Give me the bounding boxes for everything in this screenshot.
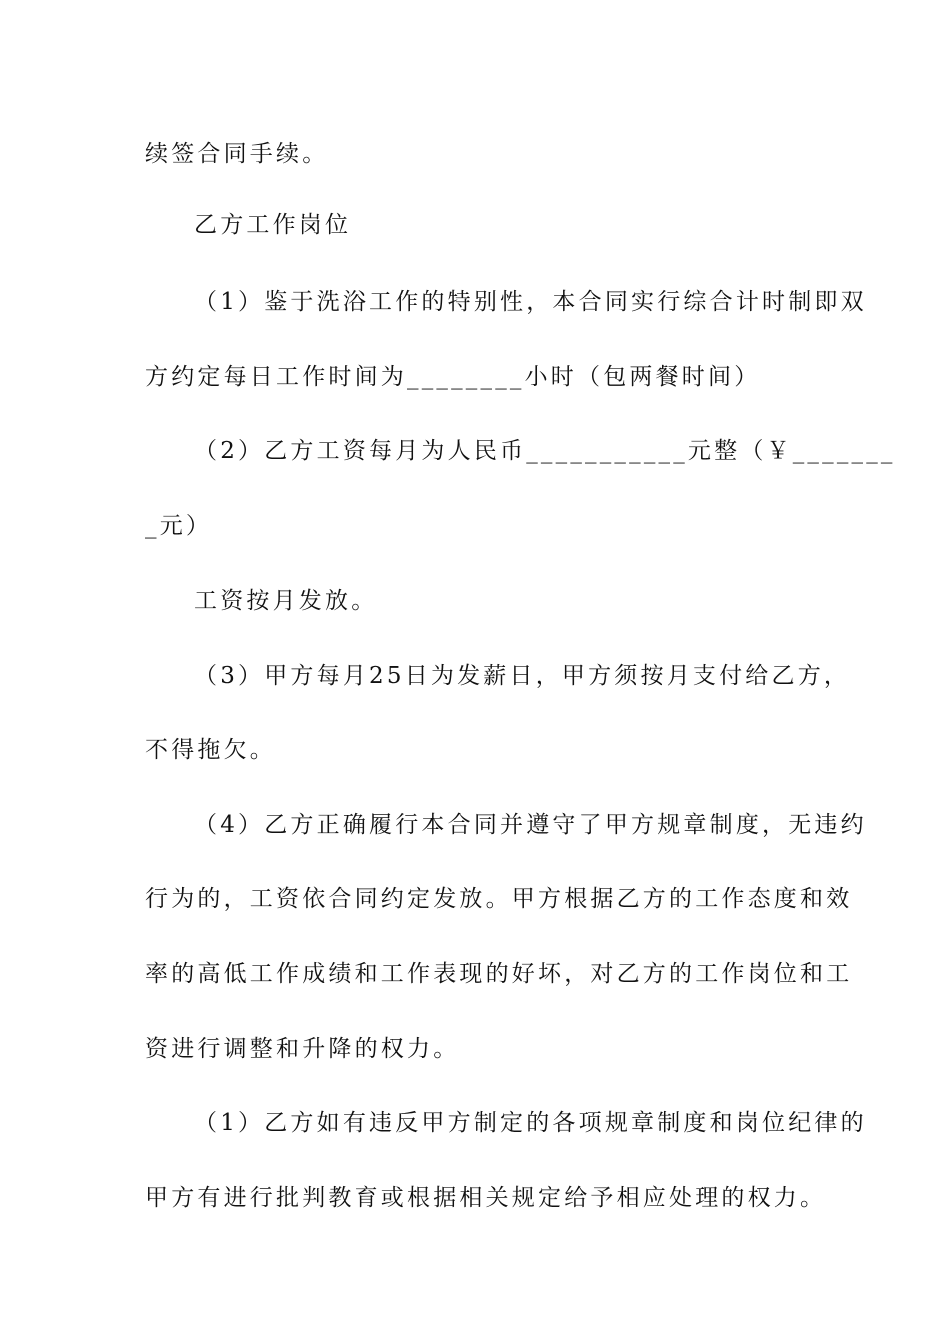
text-line: 方约定每日工作时间为________小时（包两餐时间）: [145, 364, 761, 390]
text-line: （4）乙方正确履行本合同并遵守了甲方规章制度，无违约: [194, 812, 867, 838]
text-line: 不得拖欠。: [145, 737, 276, 763]
text-line: （2）乙方工资每月为人民币___________元整（￥_______: [194, 438, 896, 464]
text-line: 资进行调整和升降的权力。: [145, 1036, 460, 1062]
text-line: 行为的，工资依合同约定发放。甲方根据乙方的工作态度和效: [145, 886, 853, 912]
text-line: 续签合同手续。: [145, 141, 329, 167]
text-line: （3）甲方每月25日为发薪日，甲方须按月支付给乙方，: [194, 663, 851, 689]
text-line: 甲方有进行批判教育或根据相关规定给予相应处理的权力。: [145, 1185, 827, 1211]
section-heading: 乙方工作岗位: [194, 212, 352, 238]
text-line: （1）乙方如有违反甲方制定的各项规章制度和岗位纪律的: [194, 1110, 867, 1136]
text-line: 率的高低工作成绩和工作表现的好坏，对乙方的工作岗位和工: [145, 961, 853, 987]
text-line: _元）: [145, 513, 213, 539]
text-line: （1）鉴于洗浴工作的特别性，本合同实行综合计时制即双: [194, 289, 867, 315]
text-line: 工资按月发放。: [194, 588, 378, 614]
